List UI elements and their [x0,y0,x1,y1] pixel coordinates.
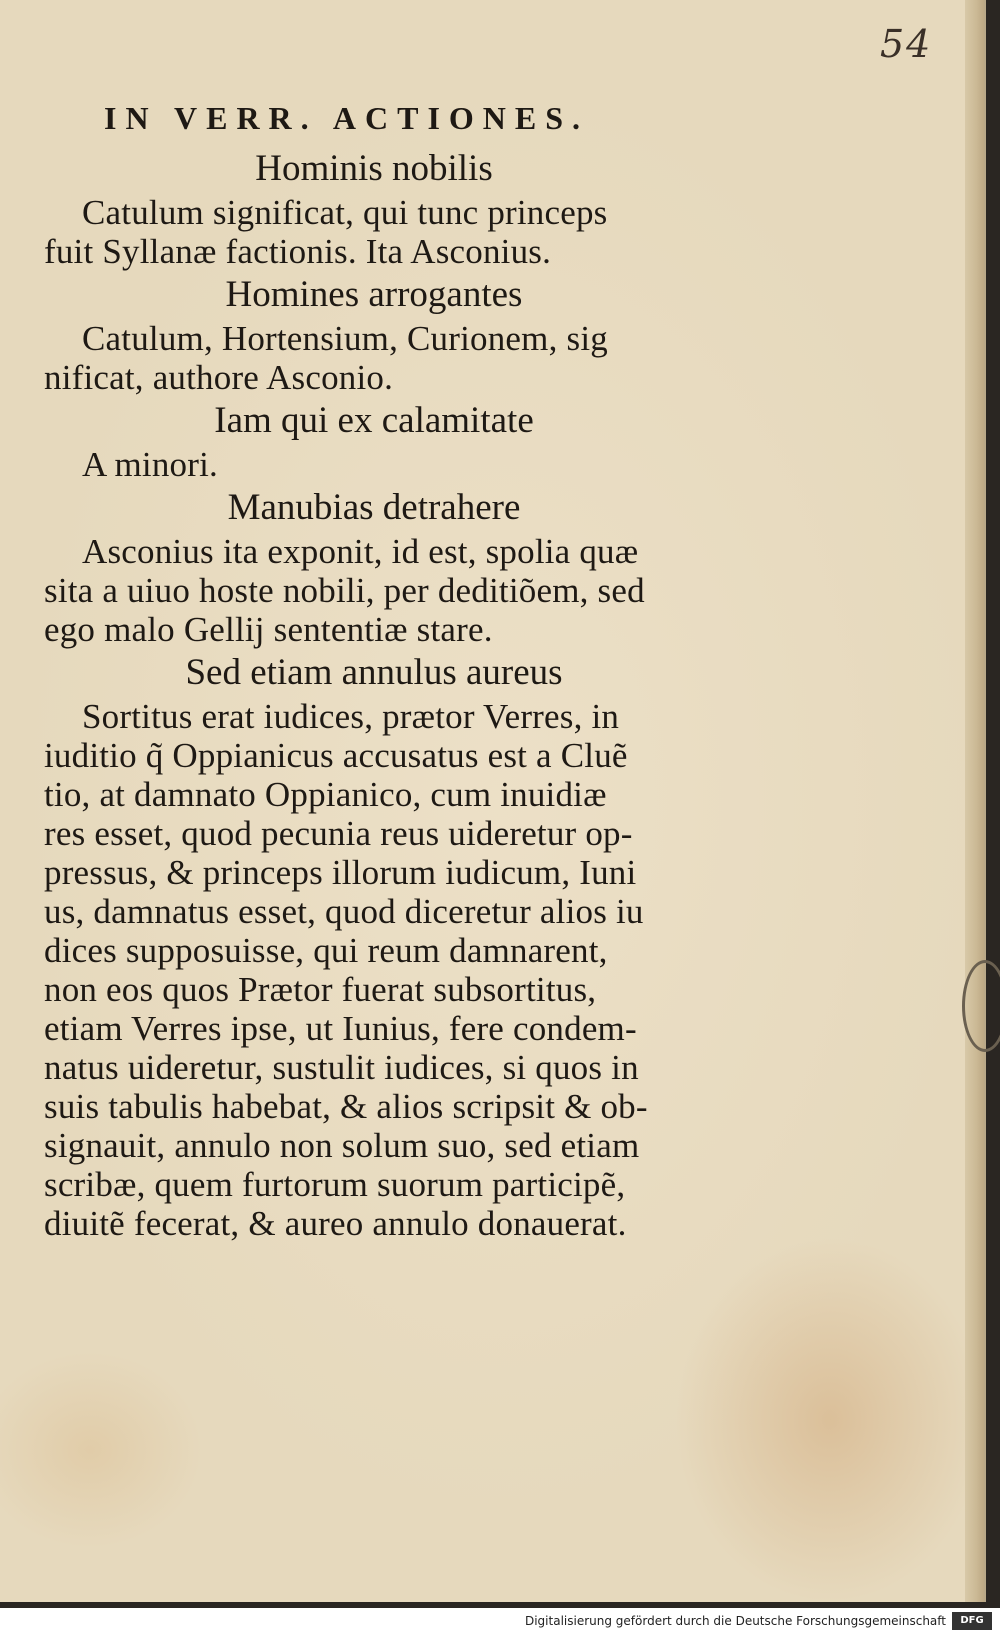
text-line: pressus, & princeps illorum iudicum, Iuni [44,853,637,892]
text-line: natus uideretur, sustulit iudices, si quos in [44,1048,639,1087]
entry-heading: Homines arrogantes [225,274,523,315]
text-line: us, damnatus esset, quod diceretur alios iu [44,892,644,931]
entry-heading: Manubias detrahere [227,487,521,528]
text-line: tio, at damnato Oppianico, cum inuidiæ [44,775,607,814]
entry-block [44,397,704,484]
page-text [44,88,704,1243]
text-line: sita a uiuo hoste nobili, per deditiõem, sed [44,571,645,610]
book-clasp [962,960,1000,1052]
text-line: scribæ, quem furtorum suorum participẽ, [44,1165,626,1204]
text-line: iuditio q̃ Oppianicus accusatus est a Cluẽ [44,736,628,775]
text-line: A minori. [82,445,218,484]
text-line: Catulum significat, qui tunc princeps [82,193,608,232]
text-line: ego malo Gellij sententiæ stare. [44,610,493,649]
text-line: diuitẽ fecerat, & aureo annulo donauerat. [44,1204,627,1243]
text-line: Asconius ita exponit, id est, spolia quæ [82,532,639,571]
text-line: res esset, quod pecunia reus uideretur op- [44,814,633,853]
entry-block [44,649,704,1243]
running-header: IN VERR. ACTIONES. [104,100,590,136]
text-line: Catulum, Hortensium, Curionem, sig [82,319,608,358]
text-line: nificat, authore Asconio. [44,358,394,397]
entry-heading: Hominis nobilis [255,148,493,189]
entry-block [44,145,704,271]
entry-block [44,484,704,649]
entry-heading: Sed etiam annulus aureus [185,652,563,693]
entry-block [44,271,704,397]
text-line: dices supposuisse, qui reum damnarent, [44,931,608,970]
dfg-logo-icon: DFG [952,1612,992,1630]
page-edge [965,0,984,1602]
text-line: signauit, annulo non solum suo, sed etiam [44,1126,640,1165]
text-line: etiam Verres ipse, ut Iunius, fere condem- [44,1009,637,1048]
text-line: fuit Syllanæ factionis. Ita Asconius. [44,232,552,271]
text-line: non eos quos Prætor fuerat subsortitus, [44,970,597,1009]
digitization-footer [0,1608,1000,1635]
entry-heading: Iam qui ex calamitate [214,400,534,441]
footer-credit: Digitalisierung gefördert durch die Deutsche Forschungsgemeinschaft [524,1614,946,1628]
text-line: Sortitus erat iudices, prætor Verres, in [82,697,620,736]
folio-number: 54 [880,22,933,66]
text-line: suis tabulis habebat, & alios scripsit & ob- [44,1087,648,1126]
